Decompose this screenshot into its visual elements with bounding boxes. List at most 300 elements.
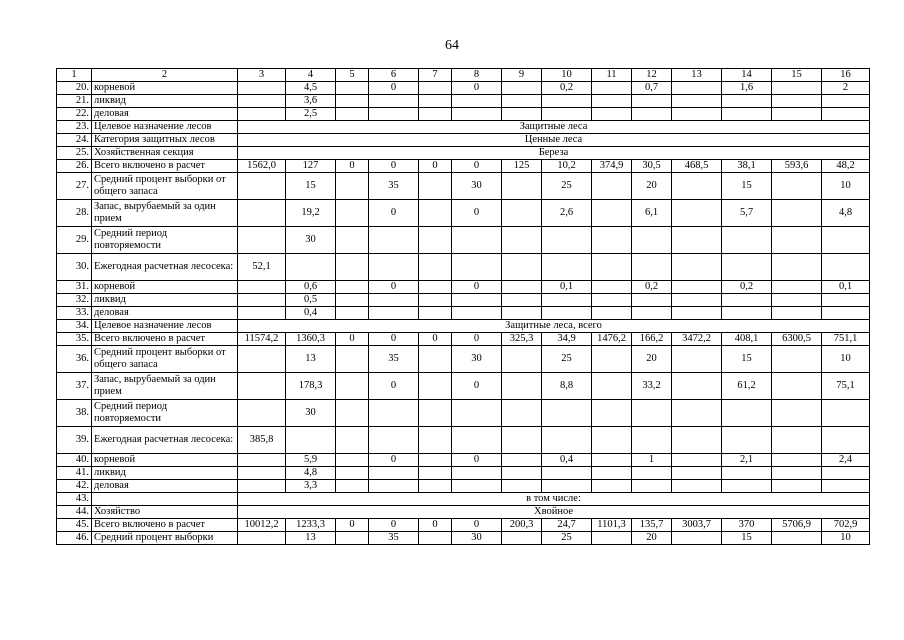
table-cell: 385,8 [238, 427, 286, 454]
table-cell: 1 [632, 454, 672, 467]
table-cell [502, 173, 542, 200]
table-cell [336, 307, 369, 320]
table-row [57, 307, 870, 320]
table-cell [336, 467, 369, 480]
table-cell [672, 467, 722, 480]
table-cell [336, 294, 369, 307]
table-cell [722, 307, 772, 320]
column-header: 12 [632, 69, 672, 82]
table-cell [419, 254, 452, 281]
table-cell: 0 [336, 160, 369, 173]
row-label: Средний процент выборки от общего запаса [92, 346, 238, 373]
table-cell [542, 294, 592, 307]
table-cell [336, 427, 369, 454]
row-label: Средний период повторяемости [92, 227, 238, 254]
table-cell [502, 281, 542, 294]
table-cell [336, 173, 369, 200]
table-cell [632, 294, 672, 307]
column-header: 6 [369, 69, 419, 82]
table-cell [502, 427, 542, 454]
table-cell: 30 [452, 532, 502, 545]
table-cell [542, 480, 592, 493]
table-cell [238, 82, 286, 95]
table-cell [502, 480, 542, 493]
table-cell [502, 227, 542, 254]
row-number: 34. [57, 320, 92, 333]
table-cell: 5706,9 [772, 519, 822, 532]
table-cell [542, 227, 592, 254]
table-cell [592, 400, 632, 427]
table-cell: 0 [452, 373, 502, 400]
table-cell [419, 307, 452, 320]
table-cell [419, 95, 452, 108]
table-cell: 1360,3 [286, 333, 336, 346]
table-cell [238, 307, 286, 320]
table-cell [772, 480, 822, 493]
table-cell [672, 82, 722, 95]
table-cell [238, 467, 286, 480]
table-cell: 751,1 [822, 333, 870, 346]
table-cell: 0 [369, 519, 419, 532]
table-cell: 3472,2 [672, 333, 722, 346]
table-cell [502, 307, 542, 320]
table-cell [672, 532, 722, 545]
table-cell [419, 82, 452, 95]
table-cell [672, 254, 722, 281]
table-row [57, 320, 870, 333]
table-cell: 0,2 [722, 281, 772, 294]
table-cell: 0,4 [286, 307, 336, 320]
row-number: 28. [57, 200, 92, 227]
table-cell [502, 400, 542, 427]
table-cell [336, 95, 369, 108]
row-number: 35. [57, 333, 92, 346]
table-cell [419, 532, 452, 545]
table-cell [419, 294, 452, 307]
table-cell [419, 346, 452, 373]
table-cell [369, 480, 419, 493]
table-cell: 13 [286, 346, 336, 373]
table-cell: 10 [822, 532, 870, 545]
table-cell [502, 95, 542, 108]
row-label: корневой [92, 281, 238, 294]
table-cell: 0,1 [542, 281, 592, 294]
table-cell [592, 254, 632, 281]
table-cell [632, 254, 672, 281]
column-header: 4 [286, 69, 336, 82]
table-cell [822, 480, 870, 493]
table-cell [822, 95, 870, 108]
table-row [57, 95, 870, 108]
row-label: Запас, вырубаемый за один прием [92, 200, 238, 227]
table-cell [592, 108, 632, 121]
row-label: ликвид [92, 95, 238, 108]
table-cell [772, 454, 822, 467]
table-cell: 0 [336, 333, 369, 346]
column-header: 1 [57, 69, 92, 82]
column-header: 15 [772, 69, 822, 82]
table-cell: 135,7 [632, 519, 672, 532]
table-cell: 166,2 [632, 333, 672, 346]
row-label: деловая [92, 307, 238, 320]
row-label: корневой [92, 454, 238, 467]
table-cell: 20 [632, 346, 672, 373]
table-cell [369, 467, 419, 480]
table-cell [452, 307, 502, 320]
table-cell [542, 400, 592, 427]
table-cell: 6,1 [632, 200, 672, 227]
table-cell [672, 427, 722, 454]
table-cell [419, 400, 452, 427]
table-cell: 5,9 [286, 454, 336, 467]
table-cell: 34,9 [542, 333, 592, 346]
table-cell [672, 307, 722, 320]
row-label: деловая [92, 108, 238, 121]
row-number: 43. [57, 493, 92, 506]
table-cell: 468,5 [672, 160, 722, 173]
table-cell: 0,4 [542, 454, 592, 467]
table-cell: 0 [452, 333, 502, 346]
table-cell: 75,1 [822, 373, 870, 400]
table-cell: 48,2 [822, 160, 870, 173]
column-header: 7 [419, 69, 452, 82]
table-cell [238, 532, 286, 545]
table-cell: 0,7 [632, 82, 672, 95]
table-cell: 10012,2 [238, 519, 286, 532]
table-cell: 702,9 [822, 519, 870, 532]
table-cell [336, 346, 369, 373]
table-cell [632, 307, 672, 320]
row-number: 39. [57, 427, 92, 454]
table-cell [369, 95, 419, 108]
table-cell [502, 454, 542, 467]
table-cell [672, 173, 722, 200]
table-cell: 593,6 [772, 160, 822, 173]
row-label: Запас, вырубаемый за один прием [92, 373, 238, 400]
table-cell [369, 307, 419, 320]
row-number: 40. [57, 454, 92, 467]
table-cell: 30,5 [632, 160, 672, 173]
table-cell [238, 173, 286, 200]
table-cell [286, 427, 336, 454]
table-row [57, 373, 870, 400]
table-cell [632, 427, 672, 454]
table-cell [419, 427, 452, 454]
table-cell: 1562,0 [238, 160, 286, 173]
table-cell [336, 400, 369, 427]
header-row [57, 69, 870, 82]
table-cell: 30 [286, 227, 336, 254]
table-cell [369, 108, 419, 121]
row-number: 36. [57, 346, 92, 373]
table-row [57, 506, 870, 519]
table-cell [632, 467, 672, 480]
table-cell [336, 200, 369, 227]
table-cell [772, 200, 822, 227]
table-row [57, 200, 870, 227]
table-row [57, 227, 870, 254]
table-cell: 15 [722, 173, 772, 200]
row-number: 32. [57, 294, 92, 307]
table-cell: 25 [542, 346, 592, 373]
row-label: Средний процент выборки от общего запаса [92, 173, 238, 200]
table-cell [286, 254, 336, 281]
table-cell [772, 82, 822, 95]
table-cell [336, 373, 369, 400]
table-cell [419, 281, 452, 294]
table-cell [822, 467, 870, 480]
table-cell [592, 294, 632, 307]
table-cell: 370 [722, 519, 772, 532]
table-cell: 0 [419, 160, 452, 173]
table-cell: 35 [369, 532, 419, 545]
row-number: 42. [57, 480, 92, 493]
table-cell [592, 95, 632, 108]
table-cell [722, 467, 772, 480]
section-value: Ценные леса [238, 134, 870, 147]
table-cell [822, 400, 870, 427]
table-cell: 2,5 [286, 108, 336, 121]
table-cell: 25 [542, 532, 592, 545]
table-cell [502, 467, 542, 480]
table-cell [722, 254, 772, 281]
column-header: 8 [452, 69, 502, 82]
table-cell [452, 427, 502, 454]
table-cell [452, 254, 502, 281]
table-cell: 33,2 [632, 373, 672, 400]
column-header: 10 [542, 69, 592, 82]
row-number: 37. [57, 373, 92, 400]
table-row [57, 519, 870, 532]
table-cell: 4,8 [822, 200, 870, 227]
table-cell [632, 95, 672, 108]
table-row [57, 281, 870, 294]
row-number: 21. [57, 95, 92, 108]
table-cell: 1,6 [722, 82, 772, 95]
table-cell: 0 [452, 200, 502, 227]
table-cell [672, 281, 722, 294]
table-cell [542, 108, 592, 121]
row-number: 26. [57, 160, 92, 173]
table-cell [238, 346, 286, 373]
table-cell [238, 480, 286, 493]
table-cell: 0 [369, 333, 419, 346]
page-number: 64 [445, 38, 459, 53]
row-label: Ежегодная расчетная лесосека: [92, 254, 238, 281]
table-cell: 3003,7 [672, 519, 722, 532]
table-cell [772, 373, 822, 400]
row-label: Всего включено в расчет [92, 519, 238, 532]
row-number: 20. [57, 82, 92, 95]
table-cell: 0,6 [286, 281, 336, 294]
table-cell [772, 294, 822, 307]
table-cell: 0 [419, 519, 452, 532]
table-cell [822, 307, 870, 320]
table-cell [672, 227, 722, 254]
table-cell [822, 294, 870, 307]
table-cell [452, 400, 502, 427]
row-number: 45. [57, 519, 92, 532]
table-cell [502, 373, 542, 400]
table-cell: 24,7 [542, 519, 592, 532]
table-cell [822, 254, 870, 281]
table-cell: 0 [452, 519, 502, 532]
column-header: 11 [592, 69, 632, 82]
row-number: 46. [57, 532, 92, 545]
table-cell: 1101,3 [592, 519, 632, 532]
table-cell [592, 227, 632, 254]
table-cell [722, 108, 772, 121]
table-cell: 11574,2 [238, 333, 286, 346]
table-cell [336, 480, 369, 493]
table-cell: 15 [286, 173, 336, 200]
table-cell [502, 532, 542, 545]
table-cell: 0 [419, 333, 452, 346]
row-label: деловая [92, 480, 238, 493]
table-cell: 0,1 [822, 281, 870, 294]
row-number: 29. [57, 227, 92, 254]
row-label: Целевое назначение лесов [92, 320, 238, 333]
column-header: 14 [722, 69, 772, 82]
table-cell [772, 281, 822, 294]
table-cell: 61,2 [722, 373, 772, 400]
table-row [57, 108, 870, 121]
table-cell [369, 427, 419, 454]
table-cell [592, 281, 632, 294]
table-cell [419, 200, 452, 227]
row-label [92, 493, 238, 506]
row-number: 38. [57, 400, 92, 427]
row-number: 24. [57, 134, 92, 147]
table-cell: 30 [286, 400, 336, 427]
table-cell [238, 294, 286, 307]
table-cell [452, 294, 502, 307]
table-cell: 0,2 [632, 281, 672, 294]
table-cell: 0 [336, 519, 369, 532]
table-cell: 4,8 [286, 467, 336, 480]
table-cell: 10,2 [542, 160, 592, 173]
row-number: 22. [57, 108, 92, 121]
table-cell: 408,1 [722, 333, 772, 346]
table-cell [772, 307, 822, 320]
table-row [57, 427, 870, 454]
table-row [57, 532, 870, 545]
table-cell: 5,7 [722, 200, 772, 227]
table-row [57, 333, 870, 346]
table-cell: 52,1 [238, 254, 286, 281]
table-cell [419, 454, 452, 467]
table-cell [336, 82, 369, 95]
table-cell [772, 108, 822, 121]
table-cell [632, 400, 672, 427]
table-cell [822, 427, 870, 454]
row-number: 25. [57, 147, 92, 160]
row-number: 31. [57, 281, 92, 294]
table-row [57, 147, 870, 160]
section-value: Береза [238, 147, 870, 160]
table-cell [722, 400, 772, 427]
table-cell: 125 [502, 160, 542, 173]
table-cell: 0 [452, 281, 502, 294]
table-cell [672, 454, 722, 467]
table-cell [772, 254, 822, 281]
table-cell [336, 532, 369, 545]
table-cell [772, 173, 822, 200]
table-cell [238, 400, 286, 427]
table-cell [452, 227, 502, 254]
table-cell: 0 [369, 82, 419, 95]
table-row [57, 480, 870, 493]
table-row [57, 400, 870, 427]
row-label: Целевое назначение лесов [92, 121, 238, 134]
table-cell [672, 346, 722, 373]
row-label: Средний процент выборки [92, 532, 238, 545]
table-cell [592, 373, 632, 400]
table-cell: 325,3 [502, 333, 542, 346]
table-row [57, 173, 870, 200]
table-cell: 3,3 [286, 480, 336, 493]
table-cell [336, 281, 369, 294]
row-label: Ежегодная расчетная лесосека: [92, 427, 238, 454]
table-cell [592, 173, 632, 200]
table-cell [592, 307, 632, 320]
table-cell: 20 [632, 173, 672, 200]
table-cell [772, 532, 822, 545]
table-cell: 3,6 [286, 95, 336, 108]
table-cell: 374,9 [592, 160, 632, 173]
row-label: Всего включено в расчет [92, 333, 238, 346]
row-label: корневой [92, 82, 238, 95]
table-cell: 15 [722, 346, 772, 373]
column-header: 13 [672, 69, 722, 82]
column-header: 5 [336, 69, 369, 82]
table-cell [542, 467, 592, 480]
table-cell [542, 254, 592, 281]
table-cell [672, 200, 722, 227]
table-cell [452, 108, 502, 121]
table-cell: 127 [286, 160, 336, 173]
table-cell: 15 [722, 532, 772, 545]
table-cell [419, 108, 452, 121]
table-cell [238, 227, 286, 254]
table-row [57, 160, 870, 173]
table-cell: 2 [822, 82, 870, 95]
table-cell [238, 281, 286, 294]
table-cell [419, 173, 452, 200]
table-cell: 13 [286, 532, 336, 545]
table-row [57, 254, 870, 281]
table-cell: 0,2 [542, 82, 592, 95]
table-cell [502, 346, 542, 373]
table-cell [632, 480, 672, 493]
table-cell: 30 [452, 173, 502, 200]
column-header: 3 [238, 69, 286, 82]
table-row [57, 493, 870, 506]
table-cell [822, 227, 870, 254]
table-cell [369, 227, 419, 254]
row-label: Всего включено в расчет [92, 160, 238, 173]
table-cell [722, 95, 772, 108]
table-cell [452, 480, 502, 493]
table-row [57, 467, 870, 480]
table-cell [672, 95, 722, 108]
table-cell: 0 [369, 160, 419, 173]
table-cell [336, 227, 369, 254]
table-cell: 35 [369, 346, 419, 373]
table-cell: 1476,2 [592, 333, 632, 346]
row-label: Хозяйственная секция [92, 147, 238, 160]
table-cell [336, 454, 369, 467]
